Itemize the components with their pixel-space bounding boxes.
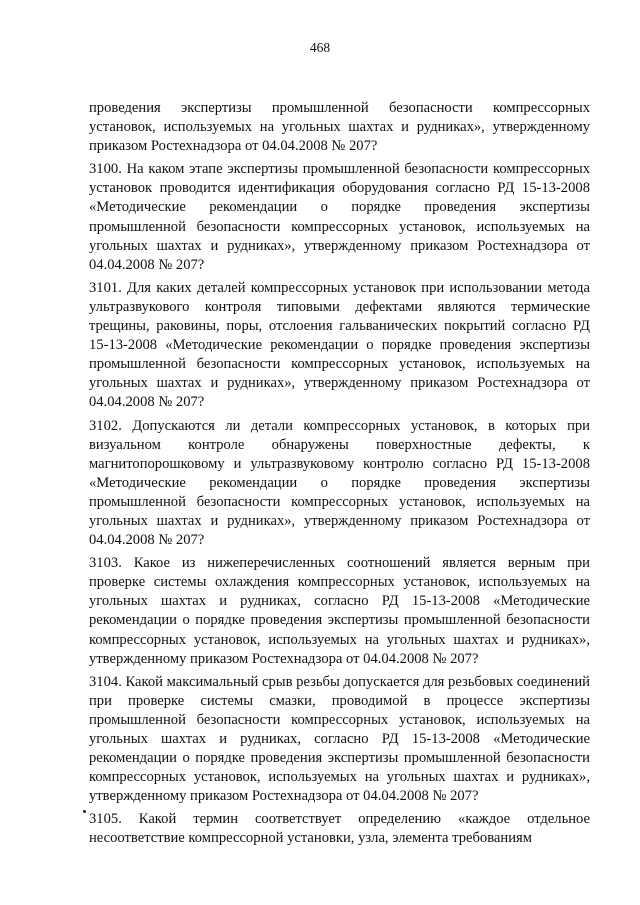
question-3100: 3100. На каком этапе экспертизы промышленной безопасности компрессорных установок проводится идентификация оборудования согласно РД 15-13-2008 «Методические рекомендации о порядке проведения экспертизы промышленной безопасности компрессорных установок, используемых на угольных шахтах и рудниках», утвержденному приказом Ростехнадзора от 04.04.2008 № 207? [89, 161, 590, 273]
question-3104: 3104. Какой максимальный срыв резьбы допускается для резьбовых соединений при проверке системы смазки, проводимой в процессе экспертизы промышленной безопасности компрессорных установок, используемых на угольных шахтах и рудниках, согласно РД 15-13-2008 «Методические рекомендации о порядке проведения экспертизы промышленной безопасности компрессорных установок, используемых на угольных шахтах и рудниках», утвержденному приказом Ростехнадзора от 04.04.2008 № 207? [89, 673, 590, 805]
question-3101: 3101. Для каких деталей компрессорных установок при использовании метода ультразвукового контроля типовыми дефектами являются термические трещины, раковины, поры, отслоения гальванических покрытий согласно РД 15-13-2008 «Методические рекомендации о порядке проведения экспертизы промышленной безопасности компрессорных установок, используемых на угольных шахтах и рудниках», утвержденному приказом Ростехнадзора от 04.04.2008 № 207? [89, 279, 590, 411]
question-3105: 3105. Какой термин соответствует определению «каждое отдельное несоответствие компрессорной установки, узла, элемента требованиям [89, 811, 590, 847]
page-number: 468 [309, 40, 331, 55]
question-3103: 3103. Какое из нижеперечисленных соотношений является верным при проверке системы охлаждения компрессорных установок, используемых на угольных шахтах и рудниках, согласно РД 15-13-2008 «Методические рекомендации о порядке проведения экспертизы промышленной безопасности компрессорных установок, используемых на угольных шахтах и рудниках», утвержденному приказом Ростехнадзора от 04.04.2008 № 207? [89, 555, 590, 667]
document-body [89, 99, 590, 849]
scan-dot-mark [83, 810, 86, 813]
paragraph-continuation: проведения экспертизы промышленной безопасности компрессорных установок, используемых на угольных шахтах и рудниках», утвержденному приказом Ростехнадзора от 04.04.2008 № 207? [89, 100, 590, 155]
question-3102: 3102. Допускаются ли детали компрессорных установок, в которых при визуальном контроле обнаружены поверхностные дефекты, к магнитопорошковому и ультразвуковому контролю согласно РД 15-13-2008 «Методические рекомендации о порядке проведения экспертизы промышленной безопасности компрессорных установок, используемых на угольных шахтах и рудниках», утвержденному приказом Ростехнадзора от 04.04.2008 № 207? [89, 417, 590, 549]
